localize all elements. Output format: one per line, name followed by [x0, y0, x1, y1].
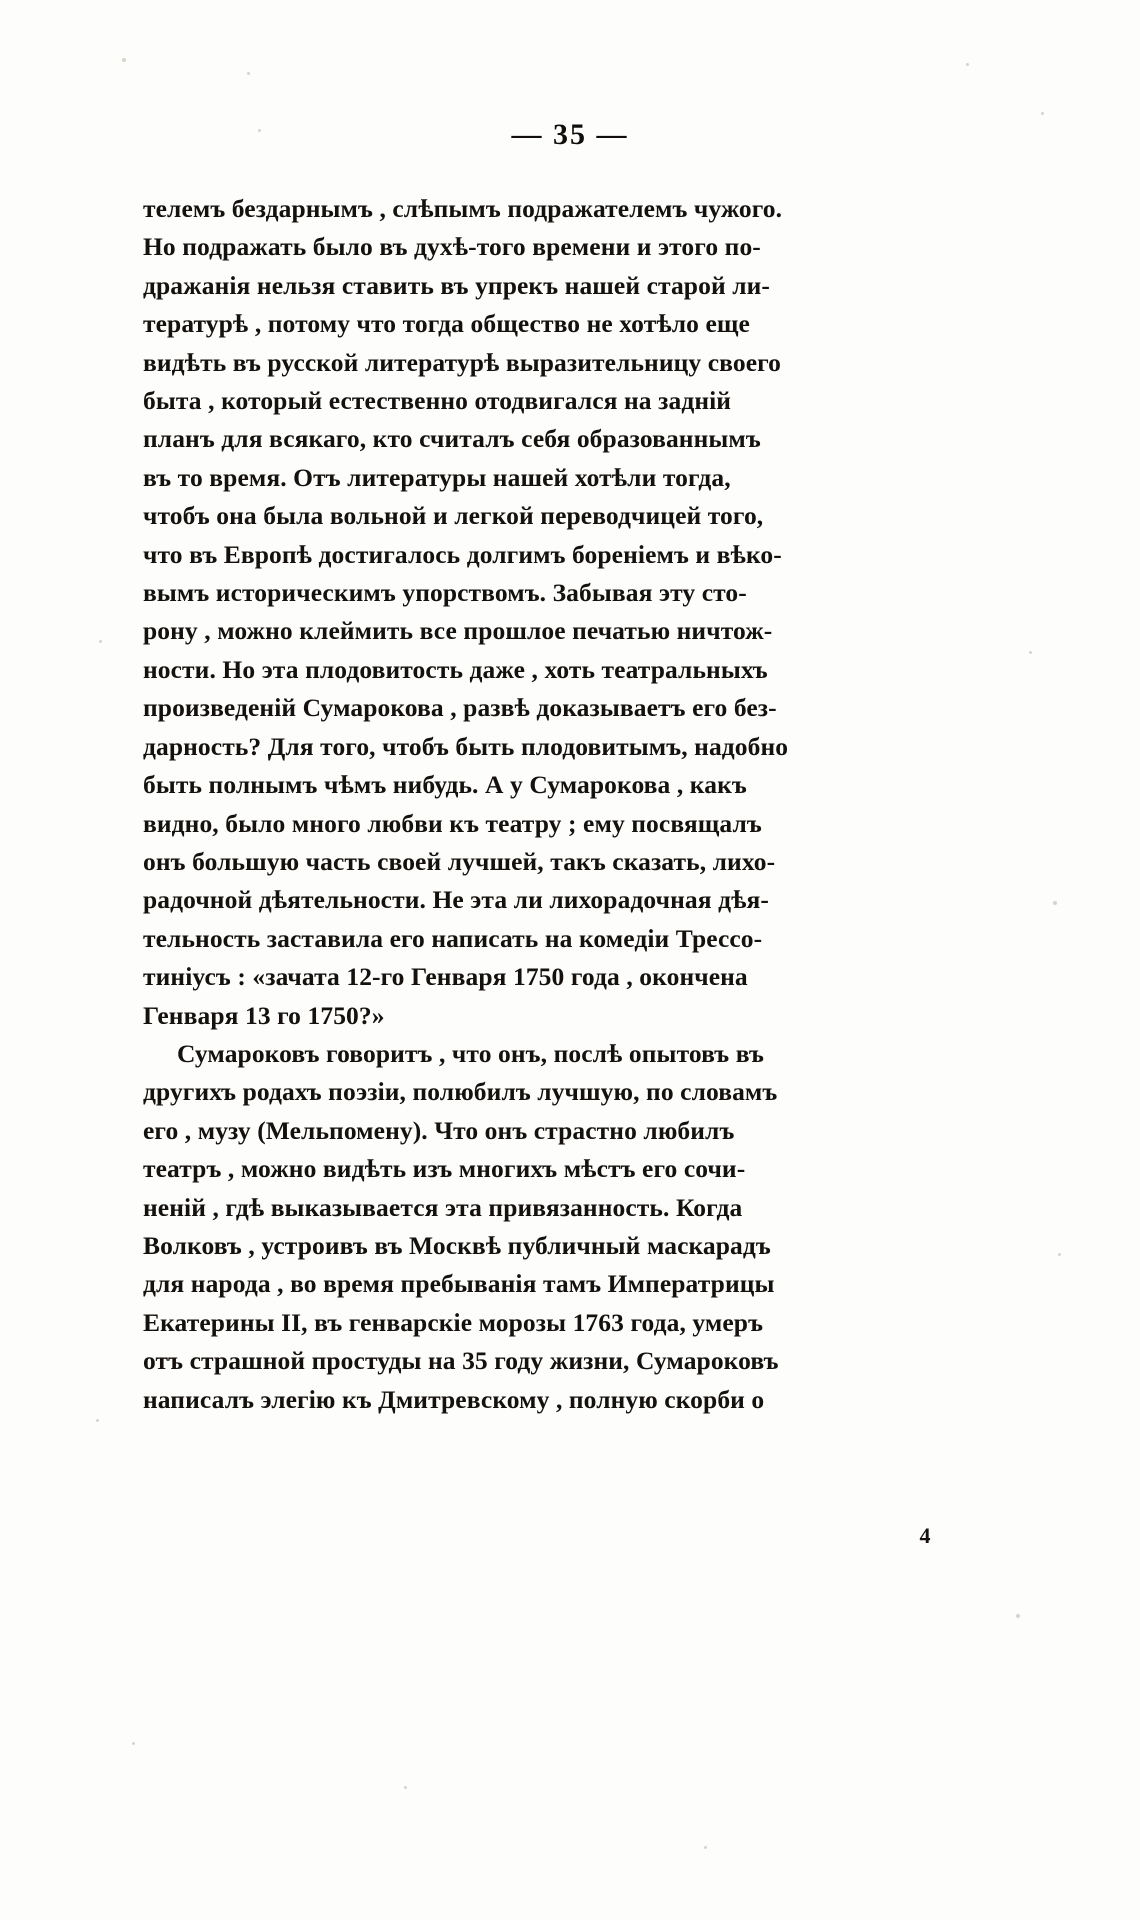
scan-speckle: [1029, 651, 1032, 654]
scan-speckle: [1041, 112, 1044, 115]
scan-speckle: [966, 63, 969, 66]
text-line: радочной дѣятельности. Не эта ли лихорадочная дѣя-: [143, 885, 769, 915]
page-body-text: [143, 190, 998, 1419]
text-line: видѣть въ русской литературѣ выразительницу своего: [143, 347, 782, 377]
text-line: планъ для всякаго, кто считалъ себя образованнымъ: [143, 424, 761, 454]
text-line: другихъ родахъ поэзіи, полюбилъ лучшую, по словамъ: [143, 1077, 778, 1107]
scan-speckle: [1053, 901, 1057, 905]
text-line: отъ страшной простуды на 35 году жизни, Сумароковъ: [143, 1346, 779, 1376]
scan-speckle: [99, 640, 102, 643]
text-line: театръ , можно видѣть изъ многихъ мѣстъ его сочи-: [143, 1154, 746, 1184]
signature-mark: 4: [919, 1523, 931, 1548]
text-line: телемъ бездарнымъ , слѣпымъ подражателемъ чужого.: [143, 194, 783, 223]
page-number: — 35 —: [511, 118, 629, 151]
text-line: чтобъ она была вольной и легкой переводчицей того,: [143, 501, 764, 531]
text-line: Екатерины II, въ генварскіе морозы 1763 года, умеръ: [143, 1307, 764, 1337]
text-line: Сумароковъ говоритъ , что онъ, послѣ опытовъ въ: [177, 1038, 764, 1068]
text-line: вымъ историческимъ упорствомъ. Забывая эту сто-: [143, 578, 747, 608]
text-line: дарность? Для того, чтобъ быть плодовитымъ, надобно: [143, 731, 789, 761]
text-line: произведеній Сумарокова , развѣ доказываетъ его без-: [143, 693, 777, 723]
text-line: быта , который естественно отодвигался на задній: [143, 386, 732, 416]
text-line: написалъ элегію къ Дмитревскому , полную скорби о: [143, 1384, 765, 1414]
text-line: онъ большую часть своей лучшей, такъ сказать, лихо-: [143, 846, 776, 876]
text-line: тиніусъ : «зачата 12-го Генваря 1750 года , окончена: [143, 962, 748, 992]
scan-speckle: [704, 1846, 707, 1849]
text-line: видно, было много любви къ театру ; ему посвящалъ: [143, 808, 762, 838]
text-line: Волковъ , устроивъ въ Москвѣ публичный маскарадъ: [143, 1230, 771, 1260]
text-line: что въ Европѣ достигалось долгимъ бореніемъ и вѣко-: [143, 539, 782, 569]
text-line: неній , гдѣ выказывается эта привязанность. Когда: [143, 1192, 743, 1222]
text-line: тельность заставила его написать на комедіи Трессо-: [143, 923, 763, 953]
text-line: быть полнымъ чѣмъ нибудь. А у Сумарокова , какъ: [143, 770, 747, 800]
text-line: въ то время. Отъ литературы нашей хотѣли тогда,: [143, 462, 731, 492]
text-line: тературѣ , потому что тогда общество не хотѣло еще: [143, 309, 750, 339]
scan-speckle: [404, 1786, 407, 1789]
scan-speckle: [1058, 1253, 1061, 1256]
text-line: Генваря 13 го 1750?»: [143, 1000, 385, 1030]
scan-speckle: [122, 58, 126, 62]
scan-speckle: [132, 1742, 135, 1745]
text-line: рону , можно клеймить все прошлое печатью ничтож-: [143, 616, 773, 646]
text-line: его , музу (Мельпомену). Что онъ страстно любилъ: [143, 1115, 735, 1145]
scan-speckle: [247, 72, 250, 75]
scan-speckle: [1016, 1614, 1020, 1618]
text-line: для народа , во время пребыванія тамъ Императрицы: [143, 1269, 775, 1299]
text-line: ности. Но эта плодовитость даже , хоть театральныхъ: [143, 654, 768, 684]
text-line: дражанія нельзя ставить въ упрекъ нашей старой ли-: [143, 270, 770, 300]
text-line: Но подражать было въ духѣ-того времени и этого по-: [143, 232, 761, 262]
scan-speckle: [96, 1419, 99, 1422]
